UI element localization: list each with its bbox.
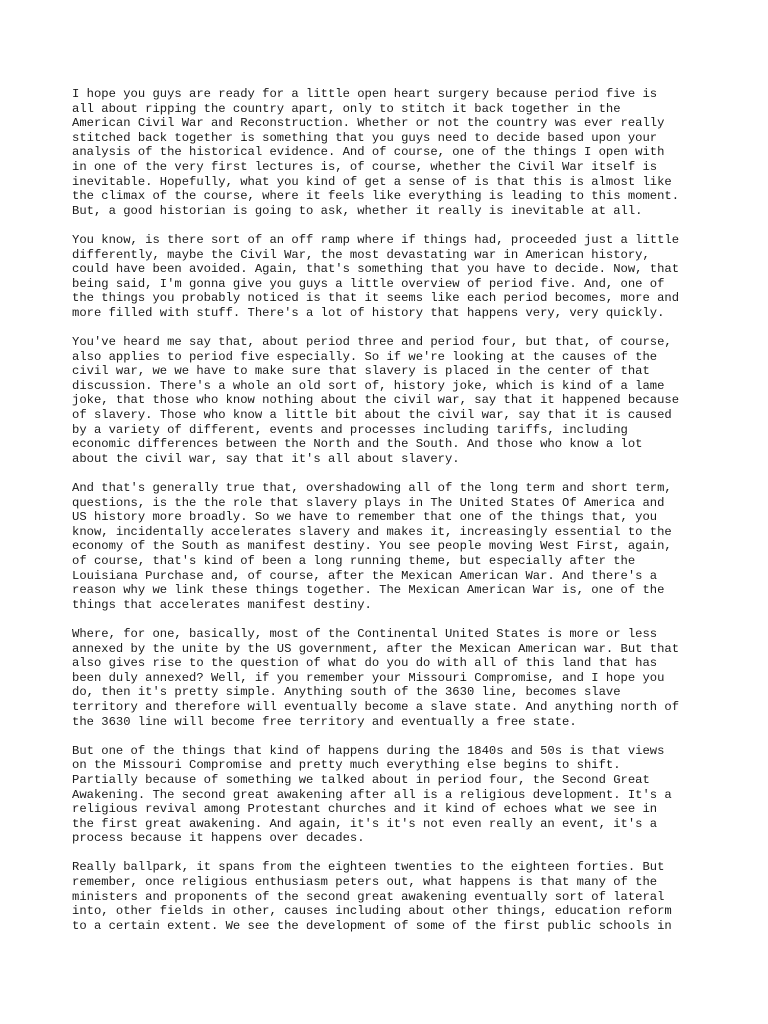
paragraph-2: You know, is there sort of an off ramp where if things had, proceeded just a little differently, maybe the Civil War, the most devastating war in American history, could have been avoided. Again, that's something that you have to decide. Now, that being said, I'm gonna give you guys a little overview of period five. And, one of the things you probably noticed is that it seems like each period becomes, more and more filled with stuff. There's a lot of history that happens very, very quickly. <box>72 232 680 320</box>
document-body <box>72 87 700 948</box>
paragraph-3: You've heard me say that, about period three and period four, but that, of course, also applies to period five especially. So if we're looking at the causes of the civil war, we we have to make sure that slavery is placed in the center of that discussion. There's a whole an old sort of, history joke, which is kind of a lame joke, that those who know nothing about the civil war, say that it happened because of slavery. Those who know a little bit about the civil war, say that it is caused by a variety of different, events and processes including tariffs, including economic differences between the North and the South. And those who know a lot about the civil war, say that it's all about slavery. <box>72 335 680 466</box>
paragraph-5: Where, for one, basically, most of the Continental United States is more or less annexed by the unite by the US government, after the Mexican American war. But that also gives rise to the question of what do you do with all of this land that has been duly annexed? Well, if you remember your Missouri Compromise, and I hope you do, then it's pretty simple. Anything south of the 3630 line, becomes slave territory and therefore will eventually become a slave state. And anything north of the 3630 line will become free territory and eventually a free state. <box>72 626 680 729</box>
paragraph-6: But one of the things that kind of happens during the 1840s and 50s is that views on the Missouri Compromise and pretty much everything else begins to shift. Partially because of something we talked about in period four, the Second Great Awakening. The second great awakening after all is a religious development. It's a religious revival among Protestant churches and it kind of echoes what we see in the first great awakening. And again, it's it's not even really an event, it's a process because it happens over decades. <box>72 743 672 846</box>
paragraph-4: And that's generally true that, overshadowing all of the long term and short term, questions, is the the role that slavery plays in The United States Of America and US history more broadly. So we have to remember that one of the things that, you know, incidentally accelerates slavery and makes it, increasingly essential to the economy of the South as manifest destiny. You see people moving West First, again, of course, that's kind of been a long running theme, but especially after the Louisiana Purchase and, of course, after the Mexican American War. And there's a reason why we link these things together. The Mexican American War is, one of the things that accelerates manifest destiny. <box>72 481 672 612</box>
paragraph-7: Really ballpark, it spans from the eighteen twenties to the eighteen forties. But remember, once religious enthusiasm peters out, what happens is that many of the ministers and proponents of the second great awakening eventually sort of lateral into, other fields in other, causes including about other things, education reform to a certain extent. We see the development of some of the first public schools in <box>72 860 672 933</box>
paragraph-1: I hope you guys are ready for a little open heart surgery because period five is all about ripping the country apart, only to stitch it back together in the American Civil War and Reconstruction. Whether or not the country was ever really stitched back together is something that you guys need to decide based upon your analysis of the historical evidence. And of course, one of the things I open with in one of the very first lectures is, of course, whether the Civil War itself is inevitable. Hopefully, what you kind of get a sense of is that this is almost like the climax of the course, where it feels like everything is leading to this moment. But, a good historian is going to ask, whether it really is inevitable at all. <box>72 87 680 218</box>
